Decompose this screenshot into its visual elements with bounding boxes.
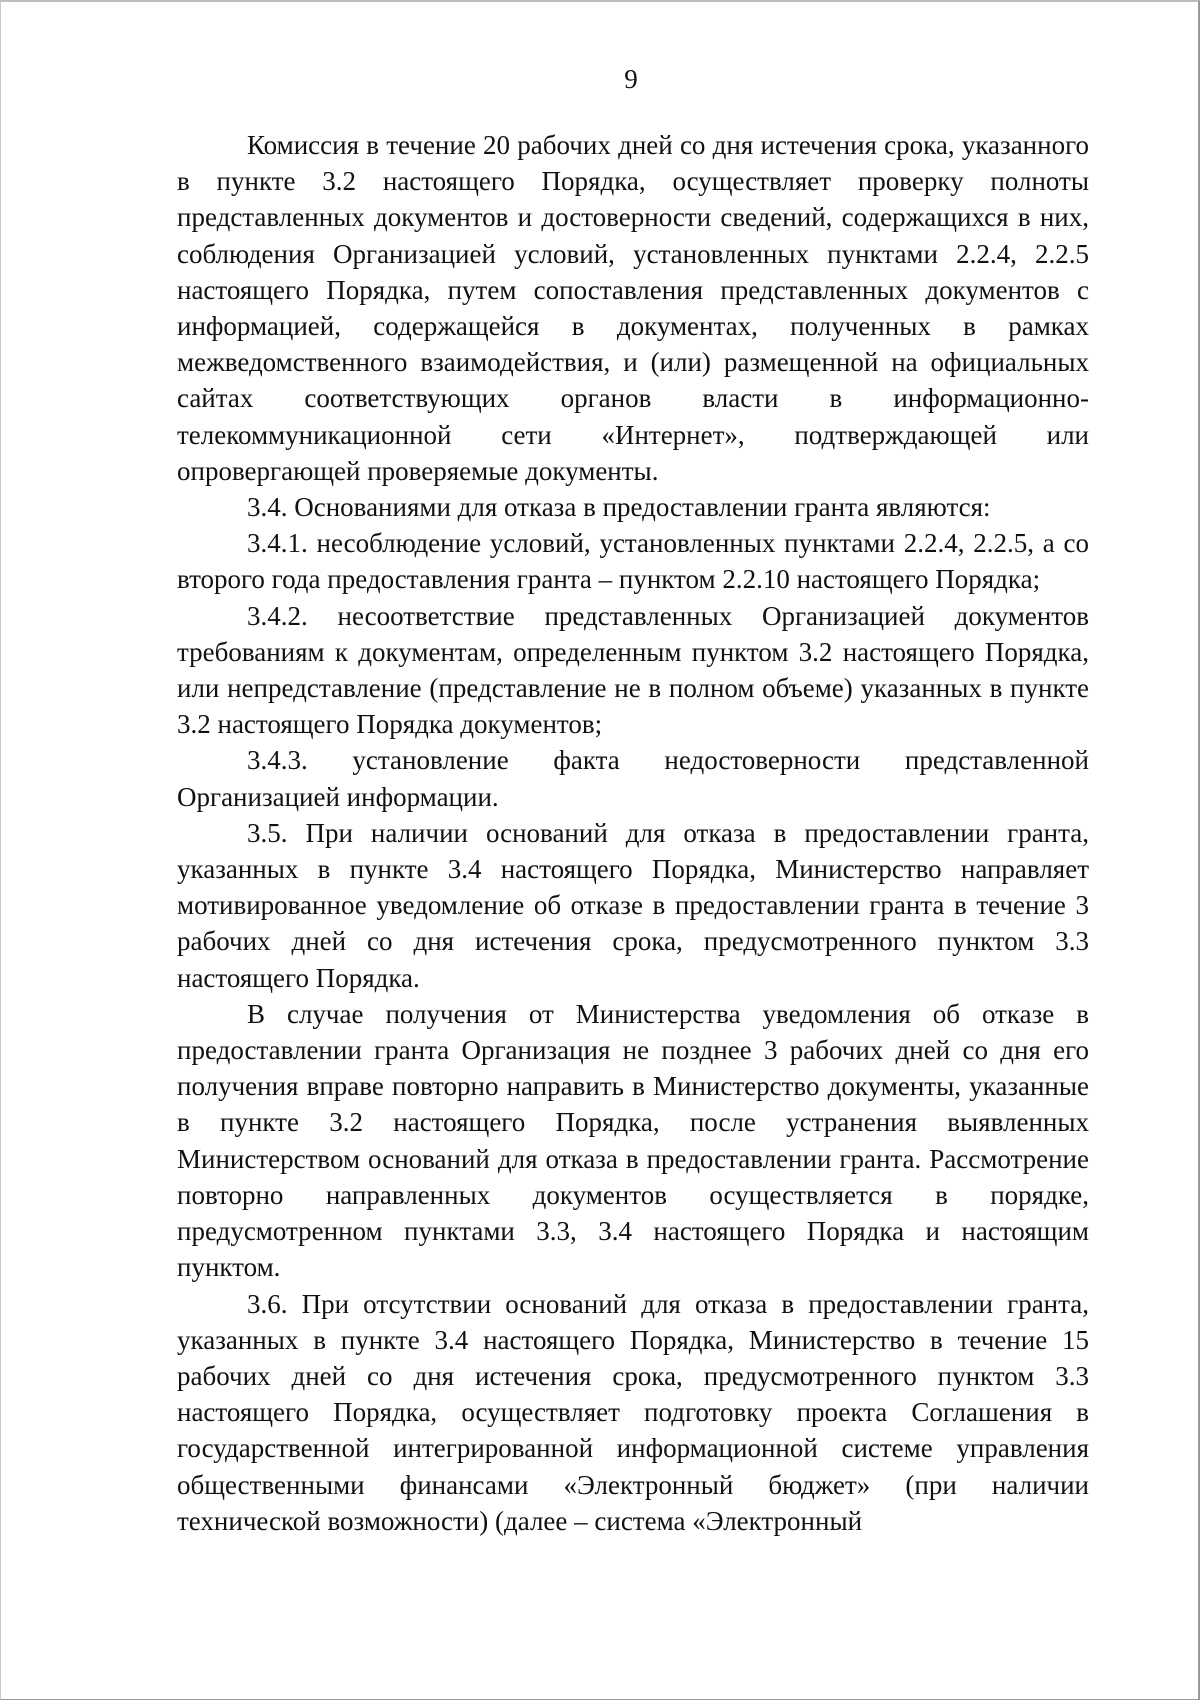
paragraph-refusal-resubmission: В случае получения от Министерства уведомления об отказе в предоставлении гранта Организация не позднее 3 рабочих дней со дня его получения вправе повторно направить в Министерство документы, указанные в пункте 3.2 настоящего Порядка, после устранения выявленных Министерством оснований для отказа в предоставлении гранта. Рассмотрение повторно направленных документов осуществляется в порядке, предусмотренном пунктами 3.3, 3.4 настоящего Порядка и настоящим пунктом. [177, 998, 1089, 1283]
paragraph-3-6: 3.6. При отсутствии оснований для отказа в предоставлении гранта, указанных в пункте 3.4 настоящего Порядка, Министерство в течение 15 рабочих дней со дня истечения срока, предусмотренного пунктом 3.3 настоящего Порядка, осуществляет подготовку проекта Соглашения в государственной интегрированной информационной системе управления общественными финансами «Электронный бюджет» (при наличии технической возможности) (далее – система «Электронный [177, 1288, 1089, 1536]
paragraph-3-4-1: 3.4.1. несоблюдение условий, установленных пунктами 2.2.4, 2.2.5, а со второго года предоставления гранта – пунктом 2.2.10 настоящего Порядка; [177, 528, 1089, 595]
document-body [177, 127, 1089, 1539]
paragraph-3-5: 3.5. При наличии оснований для отказа в предоставлении гранта, указанных в пункте 3.4 настоящего Порядка, Министерство направляет мотивированное уведомление об отказе в предоставлении гранта в течение 3 рабочих дней со дня истечения срока, предусмотренного пунктом 3.3 настоящего Порядка. [177, 817, 1089, 993]
page-number: 9 [624, 64, 638, 94]
paragraph-3-4: 3.4. Основаниями для отказа в предоставлении гранта являются: [247, 492, 991, 523]
paragraph-3-4-2: 3.4.2. несоответствие представленных Организацией документов требованиям к документам, определенным пунктом 3.2 настоящего Порядка, или непредставление (представление не в полном объеме) указанных в пункте 3.2 настоящего Порядка документов; [177, 600, 1089, 740]
paragraph-commission-review: Комиссия в течение 20 рабочих дней со дня истечения срока, указанного в пункте 3.2 настоящего Порядка, осуществляет проверку полноты представленных документов и достоверности сведений, содержащихся в них, соблюдения Организацией условий, установленных пунктами 2.2.4, 2.2.5 настоящего Порядка, путем сопоставления представленных документов с информацией, содержащейся в документах, полученных в рамках межведомственного взаимодействия, и (или) размещенной на официальных сайтах соответствующих органов власти в информационно-телекоммуникационной сети «Интернет», подтверждающей или опровергающей проверяемые документы. [177, 130, 1089, 486]
paragraph-3-4-3: 3.4.3. установление факта недостоверности представленной Организацией информации. [177, 745, 1089, 812]
